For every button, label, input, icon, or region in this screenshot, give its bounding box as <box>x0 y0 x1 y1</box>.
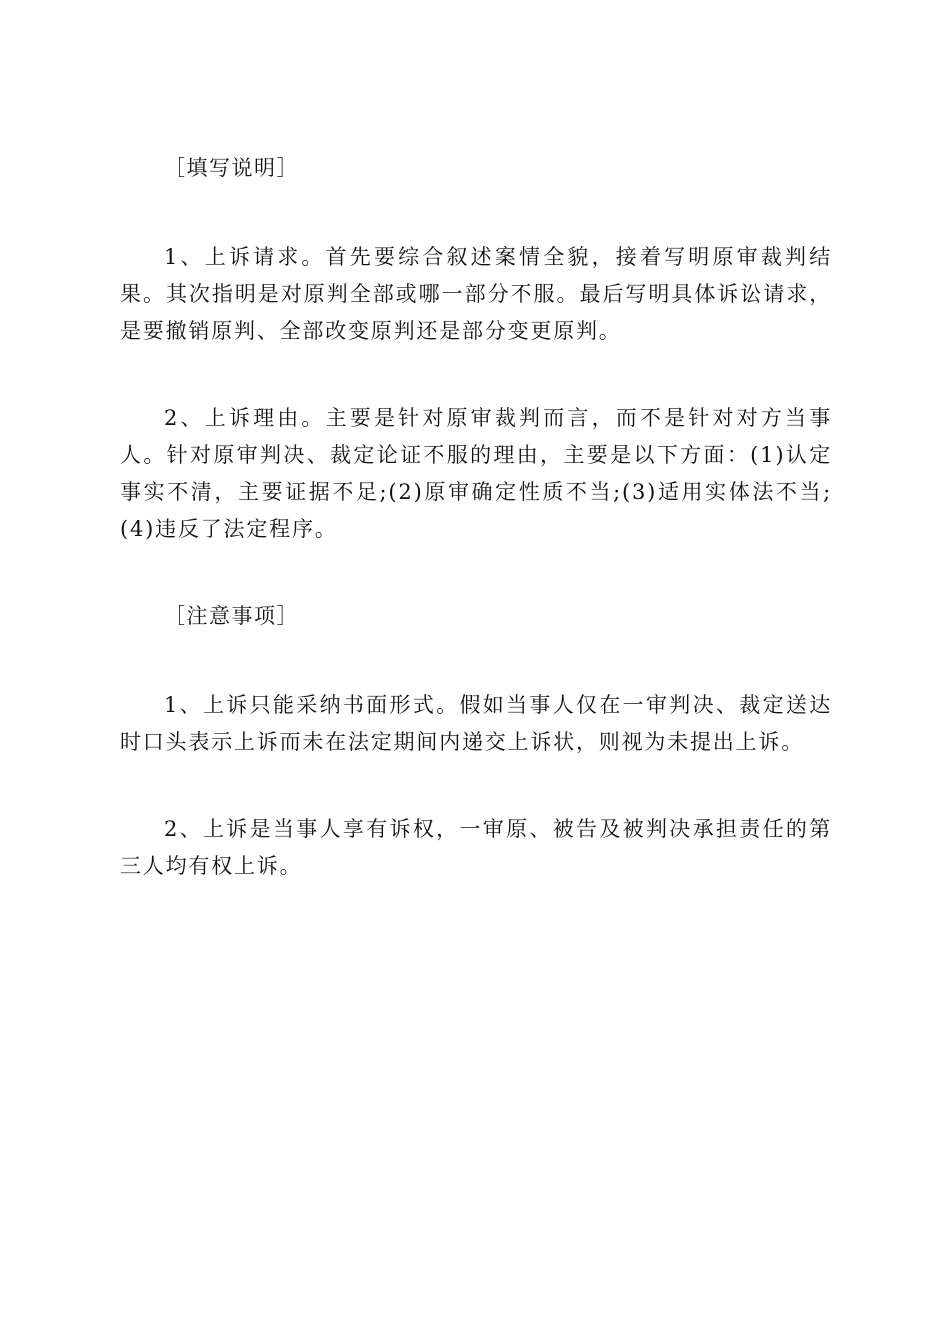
section-heading-instructions: ［填写说明］ <box>164 156 299 180</box>
instruction-item-1: 1、上诉请求。首先要综合叙述案情全貌，接着写明原审裁判结果。其次指明是对原判全部或哪一部分不服。最后写明具体诉讼请求，是要撤销原判、全部改变原判还是部分变更原判。 <box>120 245 832 343</box>
note-item-1: 1、上诉只能采纳书面形式。假如当事人仅在一审判决、裁定送达时口头表示上诉而未在法定期间内递交上诉状，则视为未提出上诉。 <box>120 693 832 754</box>
instruction-item-2: 2、上诉理由。主要是针对原审裁判而言，而不是针对对方当事人。针对原审判决、裁定论证不服的理由，主要是以下方面：(1)认定事实不清，主要证据不足;(2)原审确定性质不当;(3)适用实体法不当;(4)违反了法定程序。 <box>120 406 832 541</box>
note-item-2: 2、上诉是当事人享有诉权，一审原、被告及被判决承担责任的第三人均有权上诉。 <box>120 817 832 878</box>
section-heading-notes: ［注意事项］ <box>164 604 299 628</box>
document-content <box>120 150 832 885</box>
